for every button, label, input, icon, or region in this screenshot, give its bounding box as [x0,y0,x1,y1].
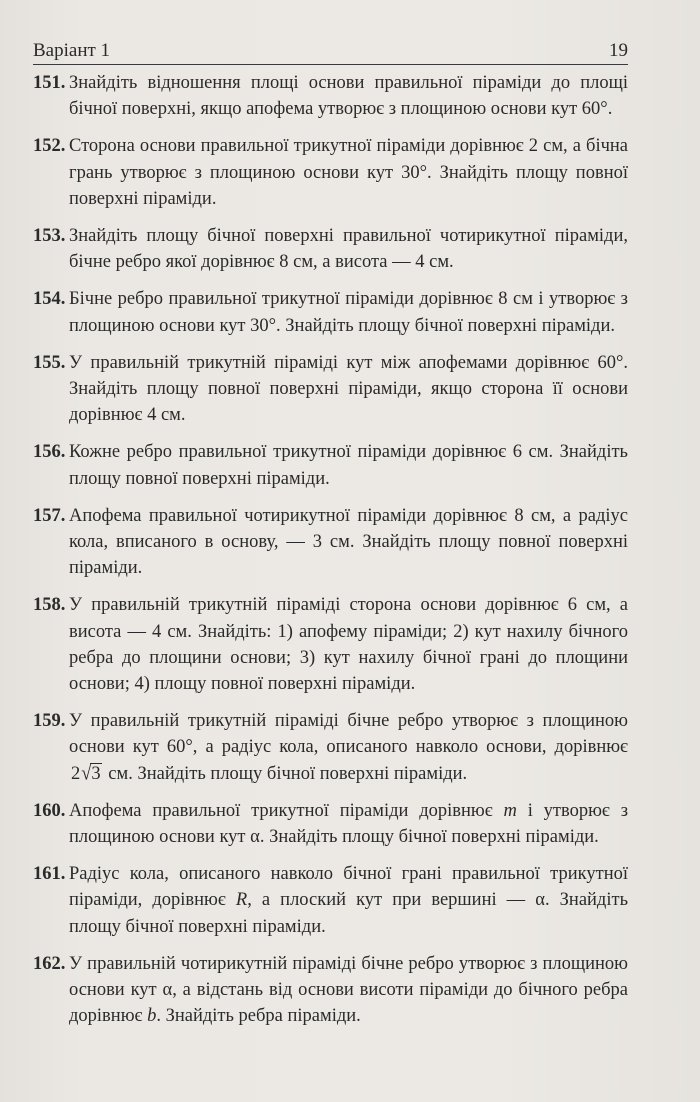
variable-b: b [147,1006,157,1027]
text-segment: . Знайдіть площу бічної поверхні піраміди. [259,827,599,848]
problem-number: 162. [33,953,66,974]
text-segment: см. Знайдіть площу бічної поверхні піраміди. [108,763,468,784]
variable-alpha: α [250,827,260,848]
text-segment: Радіус кола, описаного навколо бічної грані правильної трикутної піраміди, дорівнює [69,864,628,911]
variable-alpha: α [162,980,173,1001]
page-header [33,38,628,65]
problem-number: 158. [33,595,66,616]
problem-text: Знайдіть площу бічної поверхні правильної чотирикутної піраміди, бічне ребро якої дорівнює 8 см, а висота — 4 см. [69,226,628,273]
problem-161 [33,861,628,940]
text-segment: . Знайдіть площу бічної поверхні піраміди. [69,890,628,937]
problem-153 [33,223,628,275]
problem-number: 153. [33,226,66,247]
problem-number: 151. [33,73,66,93]
problem-text: Сторона основи правильної трикутної піраміди дорівнює 2 см, а бічна грань утворює з площиною основи кут 30°. Знайдіть площу повної поверхні піраміди. [69,136,628,209]
problem-text [69,798,628,850]
text-segment: У правильній чотирикутній піраміді бічне ребро утворює з площиною основи кут [69,953,628,1001]
problem-162 [33,951,628,1030]
radical-sign-icon: √ [81,762,92,785]
problem-text: У правильній трикутній піраміді сторона основи дорівнює 6 см, а висота — 4 см. Знайдіть: 1) апофему піраміди; 2) кут нахилу бічного ребра до площини основи; 3) кут нахилу бічної грані до площини основи; 4) площу повної поверхні піраміди. [69,595,628,695]
problem-number: 157. [33,505,66,526]
text-segment: , а плоский кут при вершині — [247,890,526,911]
problem-text: Бічне ребро правильної трикутної піраміди дорівнює 8 см і утворює з площиною основи кут 30°. Знайдіть площу бічної поверхні піраміди. [69,289,628,336]
problem-number: 160. [33,800,66,821]
variable-m: m [503,800,517,821]
problem-text: Знайдіть відношення площі основи правильної піраміди до площі бічної поверхні, якщо апофема утворює з площиною основи кут 60°. [69,73,628,120]
problem-159 [33,708,628,787]
problem-list [33,70,628,1030]
problem-154 [33,286,628,338]
text-segment: У правильній трикутній піраміді бічне ребро утворює з площиною основи кут 60°, а радіус кола, описаного навколо основи, дорівнює [69,711,628,758]
text-segment: Апофема правильної трикутної піраміди дорівнює [69,800,493,821]
problem-number: 152. [33,136,66,157]
problem-number: 156. [33,442,66,463]
text-segment: , а відстань від основи висоти піраміди до бічного ребра дорівнює [69,980,628,1027]
problem-157 [33,503,628,582]
problem-text: Апофема правильної чотирикутної піраміди дорівнює 8 см, а радіус кола, вписаного в основу, — 3 см. Знайдіть площу повної поверхні піраміди. [69,505,628,579]
problem-number: 159. [33,711,66,732]
text-segment: . Знайдіть ребра піраміди. [156,1006,361,1027]
problem-text: Кожне ребро правильної трикутної піраміди дорівнює 6 см. Знайдіть площу повної поверхні піраміди. [69,442,628,489]
problem-text [69,951,628,1030]
problem-158 [33,592,628,697]
text-segment: і утворює з площиною основи кут [69,800,628,848]
problem-155 [33,350,628,429]
problem-number: 161. [33,864,66,885]
problem-160 [33,798,628,850]
problem-151 [33,70,628,122]
problem-156 [33,439,628,491]
sqrt-coefficient: 2 [71,763,81,784]
problem-text [69,861,628,940]
problem-152 [33,133,628,212]
sqrt-radicand: 3 [91,763,101,784]
variant-label: Варіант 1 [33,40,111,61]
problem-number: 154. [33,289,66,310]
problem-number: 155. [33,352,66,373]
problem-text [69,708,628,787]
page-number: 19 [609,40,628,61]
problem-text: У правильній трикутній піраміді кут між апофемами дорівнює 60°. Знайдіть площу повної поверхні піраміди, якщо сторона її основи дорівнює 4 см. [69,352,628,426]
square-root-expression [71,761,102,787]
variable-r: R [235,890,248,911]
variable-alpha: α [535,890,545,911]
